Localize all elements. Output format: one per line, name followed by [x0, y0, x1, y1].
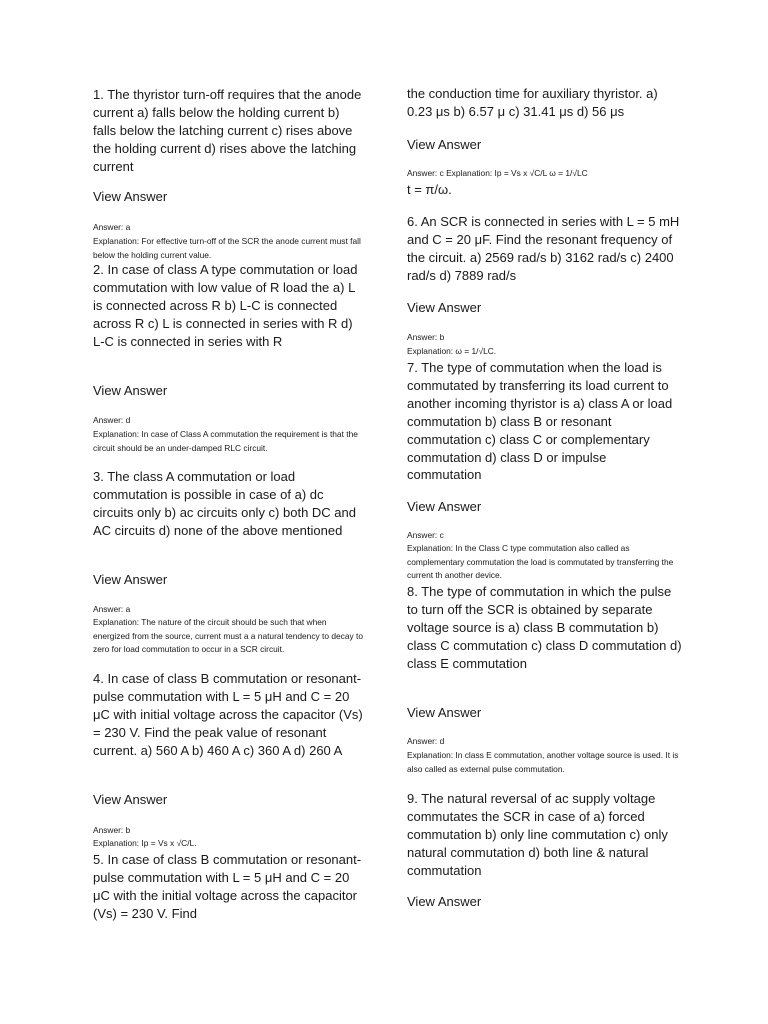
view-answer-link-8[interactable]: View Answer	[407, 705, 482, 720]
explanation-4: Explanation: Ip = Vs x √C/L.	[93, 838, 197, 848]
view-answer-link-6[interactable]: View Answer	[407, 300, 482, 315]
answer-3: Answer: a	[93, 604, 131, 614]
answer-6: Answer: b	[407, 332, 445, 342]
explanation-2: Explanation: In case of Class A commutation the requirement is that the circuit should be an under-damped RLC circuit.	[93, 429, 358, 453]
answer-7: Answer: c	[407, 530, 444, 540]
answer-4: Answer: b	[93, 825, 131, 835]
question-4: 4. In case of class B commutation or resonant-pulse commutation with L = 5 μH and C = 20 μC with initial voltage across the capacitor (Vs) = 230 V. Find the peak value of resonant current. a) 560 A b) 460 A c) 360 A d) 260 A	[93, 671, 363, 758]
view-answer-link-2[interactable]: View Answer	[93, 383, 168, 398]
explanation-1: Explanation: For effective turn-off of the SCR the anode current must fall below the holding current value.	[93, 236, 361, 260]
answer-5: Answer: c Explanation: Ip = Vs x √C/L ω = 1/√LC	[407, 168, 588, 178]
question-6: 6. An SCR is connected in series with L = 5 mH and C = 20 μF. Find the resonant frequency of the circuit. a) 2569 rad/s b) 3162 rad/s c) 2400 rad/s d) 7889 rad/s	[407, 214, 680, 283]
view-answer-link-1[interactable]: View Answer	[93, 189, 168, 204]
view-answer-link-5[interactable]: View Answer	[407, 137, 482, 152]
explanation-7: Explanation: In the Class C type commutation also called as complementary commutation the load is commutated by transferring the current th another device.	[407, 543, 674, 580]
answer-1: Answer: a	[93, 222, 131, 232]
question-8: 8. The type of commutation in which the pulse to turn off the SCR is obtained by separate voltage source is a) class B commutation b) class C commutation c) class D commutation d) class E commutation	[407, 584, 682, 671]
view-answer-link-4[interactable]: View Answer	[93, 792, 168, 807]
answer-2: Answer: d	[93, 415, 131, 425]
formula-5: t = π/ω.	[407, 182, 452, 197]
question-3: 3. The class A commutation or load commutation is possible in case of a) dc circuits only b) ac circuits only c) both DC and AC circuits d) none of the above mentioned	[93, 469, 356, 538]
question-9: 9. The natural reversal of ac supply voltage commutates the SCR in case of a) forced commutation b) only line commutation c) only natural commutation d) both line & natural commutation	[407, 791, 668, 878]
explanation-3: Explanation: The nature of the circuit should be such that when energized from the source, current must a a natural tendency to decay to zero for load commutation to occur in a SCR circuit.	[93, 617, 364, 654]
question-2: 2. In case of class A type commutation or load commutation with low value of R load the a) L is connected across R b) L-C is connected across R c) L is connected in series with R d) L-C is connected in series with R	[93, 262, 358, 349]
view-answer-link-7[interactable]: View Answer	[407, 499, 482, 514]
answer-8: Answer: d	[407, 736, 445, 746]
question-7: 7. The type of commutation when the load is commutated by transferring its load current to another incoming thyristor is a) class A or load commutation b) class B or resonant commutation c) class C or complementary commutation d) class D or impulse commutation	[407, 360, 673, 483]
explanation-6: Explanation: ω = 1/√LC.	[407, 346, 497, 356]
question-5-continued: the conduction time for auxiliary thyristor. a) 0.23 μs b) 6.57 μ c) 31.41 μs d) 56 μs	[407, 86, 658, 119]
view-answer-link-3[interactable]: View Answer	[93, 572, 168, 587]
question-1: 1. The thyristor turn-off requires that the anode current a) falls below the holding current b) falls below the latching current c) rises above the holding current d) rises above the latching current	[93, 87, 362, 174]
explanation-8: Explanation: In class E commutation, another voltage source is used. It is also called as external pulse commutation.	[407, 750, 679, 774]
view-answer-link-9[interactable]: View Answer	[407, 894, 482, 909]
question-5: 5. In case of class B commutation or resonant-pulse commutation with L = 5 μH and C = 20 μC with the initial voltage across the capacitor (Vs) = 230 V. Find	[93, 852, 362, 921]
